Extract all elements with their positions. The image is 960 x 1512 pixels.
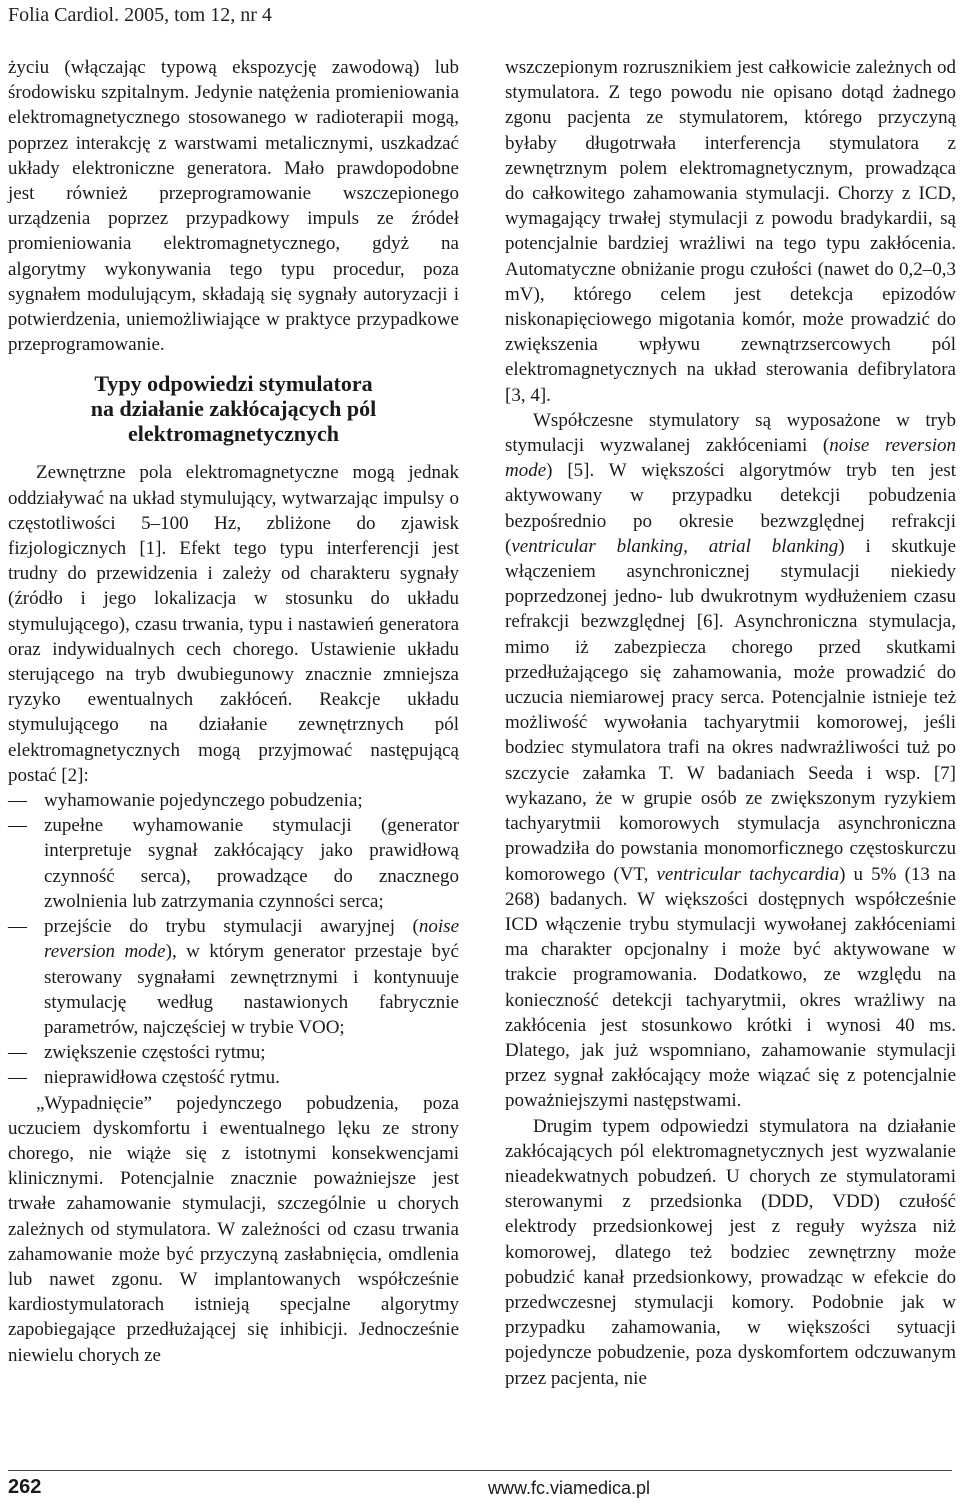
dash-marker: — [8,1067,27,1089]
section-heading-line: na działanie zakłócających pól [90,396,377,422]
section-heading-line: Typy odpowiedzi stymulatora [94,371,373,397]
paragraph-text: ) i skutkuje włączeniem asynchronicznej stymulacji niekiedy poprzedzonej jedno- lub dwukrotnym wydłużeniem czasu refrakcji bezwzględnej [6]. Asynchroniczna stymulacja, mimo iż zabezpiecza chorego przed skutkami przedłużającego się zahamowania, może prowadzić do uczucia niemiarowej pracy serca. Potencjalnie istnieje też możliwość wywołania tachyarytmii komorowej, jeśli bodziec stymulatora trafi na okres nadwrażliwości tuż po szczycie załamka T. W badaniach Seeda i wsp. [7] wykazano, że w grupie osób ze zwiększonym ryzykiem tachyarytmii komorowych stymulacja asynchroniczna prowadziła do powstania monomorficznego częstoskurczu komorowego (VT, [505,535,957,885]
page-number: 262 [8,1476,42,1498]
list-item [8,788,459,813]
italic-term: ventricular blanking, atrial blanking [511,535,839,557]
list-item-text: ), w którym generator przestaje być sterowany sygnałami zewnętrznymi i kontynuuje stymulację według nastawionych fabrycznie parametrów, najczęściej w trybie VOO; [44,941,459,1038]
list-item-text: nieprawidłowa częstość rytmu. [44,1067,280,1089]
dash-marker: — [8,790,27,812]
list-item [8,813,459,914]
response-list [8,788,459,1090]
paragraph: Drugim typem odpowiedzi stymulatora na działanie zakłócających pól elektromagnetycznych jest wyzwalanie nieadekwatnych pobudzeń. U chorych ze stymulatorami sterowanymi z przedsionka (DDD, VDD) czułość elektrody przedsionkowej jest z reguły wyższa niż komorowej, dlatego też bodziec zewnętrzny może pobudzić kanał przedsionkowy, prowadząc w efekcie do przedwczesnej stymulacji komory. Podobnie jak w przypadku zahamowania, w większości sytuacji pojedyncze pobudzenie, poza dyskomfortem odczuwanym przez pacjenta, nie [505,1115,956,1389]
italic-term: noise reversion mode [505,435,956,482]
paragraph-text: Współczesne stymulatory są wyposażone w tryb stymulacji wyzwalanej zakłóceniami ( [505,409,956,457]
journal-url[interactable]: www.fc.viamedica.pl [488,1478,651,1498]
list-item-text: przejście do trybu stymulacji awaryjnej ( [44,916,419,938]
journal-header: Folia Cardiol. 2005, tom 12, nr 4 [8,4,272,26]
paragraph-text: ) [5]. W większości algorytmów tryb ten jest aktywowany w przypadku detekcji pobudzenia bezpośrednio po okresie bezwzględnej refrakcji ( [505,460,956,557]
paragraph [505,408,956,1114]
list-item [8,1065,459,1090]
italic-term: ventricular tachycardia [656,863,840,885]
dash-marker: — [8,1042,27,1064]
list-item [8,1040,459,1065]
page-footer [8,1470,952,1500]
paragraph: Zewnętrzne pola elektromagnetyczne mogą jednak oddziaływać na układ stymulujący, wytwarzając impulsy o częstotliwości 5–100 Hz, zbliżone do zjawisk fizjologicznych [1]. Efekt tego typu interferencji jest trudny do przewidzenia i zależy od charakteru sygnały (źródło i jego lokalizacja w stosunku do układu stymulującego), czasu trwania, typu i nastawień generatora oraz indywidualnych cech chorego. Ustawienie układu sterującego na tryb dwubiegunowy znacznie zmniejsza ryzyko ewentualnych zakłóceń. Reakcje układu stymulującego na działanie zewnętrznych pól elektromagnetycznych mogą przyjmować następującą postać [2]: [8,462,459,786]
list-item [8,914,459,1040]
paragraph: wszczepionym rozrusznikiem jest całkowicie zależnych od stymulatora. Z tego powodu nie opisano dotąd żadnego zgonu pacjenta ze stymulatorem, którego przyczyną byłaby długotrwała interferencja stymulatora z zewnętrznym polem elektromagnetycznym, prowadząca do całkowitego zahamowania stymulacji. Chorzy z ICD, wymagający trwałej stymulacji z powodu bradykardii, są potencjalnie bardziej wrażliwi na tego typu zakłócenia. Automatyczne obniżanie progu czułości (nawet do 0,2–0,3 mV), którego celem jest detekcja epizodów niskonapięciowego migotania komór, może prowadzić do zwiększenia wpływu zewnątrzsercowych pól elektromagnetycznych na układ sterowania defibrylatora [3, 4]. [505,57,956,406]
section-heading-line: elektromagnetycznych [128,421,339,447]
italic-term: noise reversion mode [44,916,459,963]
list-item-text: zwiększenie częstości rytmu; [44,1042,266,1064]
list-item-text: wyhamowanie pojedynczego pobudzenia; [44,790,363,812]
paragraph: „Wypadnięcie” pojedynczego pobudzenia, poza uczuciem dyskomfortu i ewentualnego lęku ze strony chorego, nie wiąże się z istotnymi konsekwencjami klinicznymi. Potencjalnie znacznie poważniejsze jest trwałe zahamowanie stymulacji, szczególnie u chorych zależnych od stymulatora. W zależności od czasu trwania zahamowanie może być przyczyną zasłabnięcia, omdlenia lub nawet zgonu. W implantowanych współcześnie kardiostymulatorach istnieją specjalne algorytmy zapobiegające przedłużającej się inhibicji. Jednocześnie niewielu chorych ze [8,1092,459,1366]
left-column [8,55,459,1368]
paragraph-text: ) u 5% (13 na 268) badanych. W większości dostępnych współcześnie ICD włączenie trybu stymulacji wywołanej zakłóceniami ma charakter opcjonalny i może być aktywowane w trakcie programowania. Dodatkowo, ze względu na konieczność detekcji tachyarytmii, okres wrażliwy na zakłócenia jest stosunkowo krótki i wynosi 40 ms. Dlatego, jak już wspomniano, zahamowanie stymulacji przez sygnał zakłócający może wiązać się z potencjalnie poważniejszymi następstwami. [505,863,956,1112]
dash-marker: — [8,815,27,837]
section-heading [8,371,459,446]
footer-divider [8,1470,952,1471]
right-column [505,55,956,1391]
paragraph: życiu (włączając typową ekspozycję zawodową) lub środowisku szpitalnym. Jedynie natężenia promieniowania elektromagnetycznego stosowanego w radioterapii mogą, poprzez interakcję z warstwami metalicznymi, uszkadzać układy elektroniczne generatora. Mało prawdopodobne jest również przeprogramowanie wszczepionego urządzenia poprzez przypadkowy impuls ze źródeł promieniowania elektromagnetycznego, gdyż na algorytmy wykonywania tego typu procedur, poza sygnałem modulującym, składają się sygnały autoryzacji i potwierdzenia, uniemożliwiające w praktyce przypadkowe przeprogramowanie. [8,57,459,356]
dash-marker: — [8,916,27,938]
list-item-text: zupełne wyhamowanie stymulacji (generator interpretuje sygnał zakłócający jako prawidłową czynność serca), prowadzące do znacznego zwolnienia lub zatrzymania czynności serca; [44,815,459,912]
